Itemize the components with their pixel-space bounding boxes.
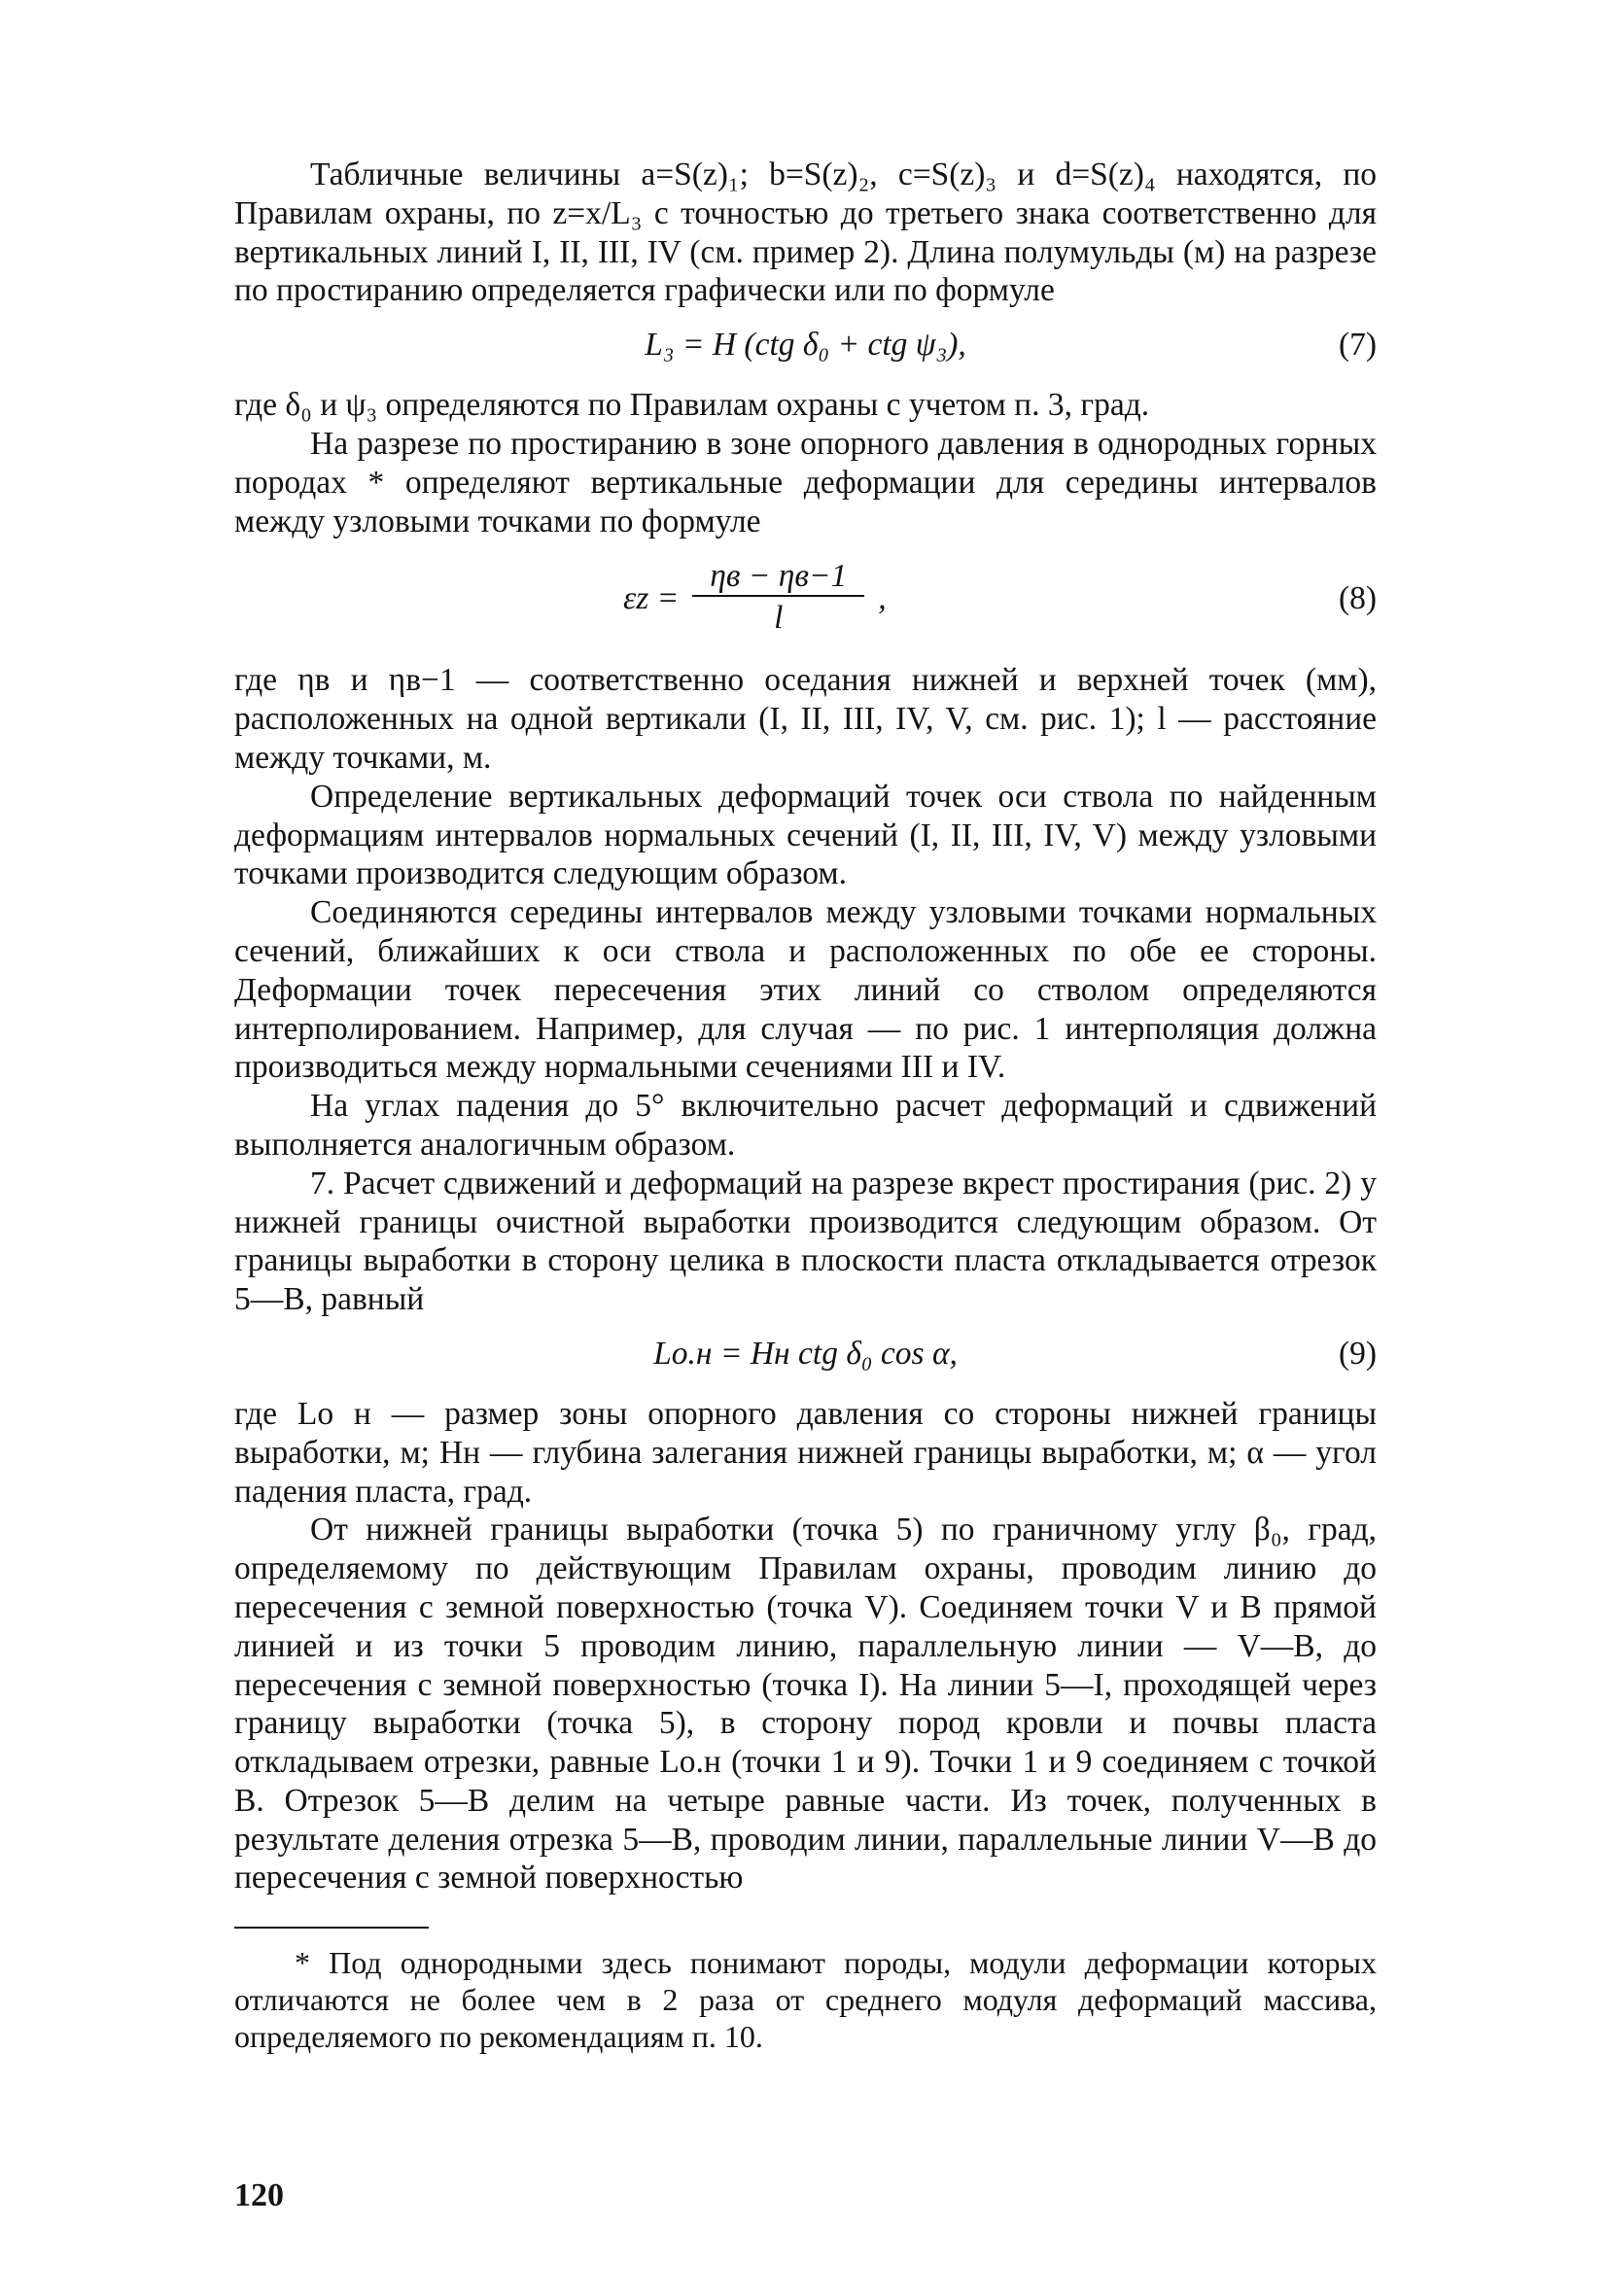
formula-7-number: (7): [1338, 327, 1377, 364]
formula-8: [234, 544, 1377, 653]
formula-9-expression: Lо.н = Hн ctg δ₀ cos α,: [653, 1335, 958, 1372]
page-number: 120: [234, 2177, 284, 2213]
paragraph-dip-angles: На углах падения до 5° включительно расчет деформаций и сдвижений выполняется аналогичным образом.: [234, 1088, 1377, 1163]
formula-9: [234, 1327, 1377, 1383]
formula-7: [234, 318, 1377, 374]
formula-9-number: (9): [1338, 1335, 1377, 1372]
formula-8-number: (8): [1338, 580, 1377, 617]
paragraph-where-L: где Lо н — размер зоны опорного давления со стороны нижней границы выработки, м; Hн — глубина залегания нижней границы выработки, м; α — угол падения пласта, град.: [234, 1395, 1377, 1510]
paragraph-where-delta: где δ₀ и ψ₃ определяются по Правилам охраны с учетом п. 3, град.: [234, 387, 1150, 424]
paragraph-lower-boundary: От нижней границы выработки (точка 5) по граничному углу β₀, град, определяемому по действующим Правилам охраны, проводим линию до пересечения с земной поверхностью (точка V). Соединяем точки V и B прямой линией и из точки 5 проводим линию, параллельную линии — V—B, до пересечения с земной поверхностью (точка I). На линии 5—I, проходящей через границу выработки (точка 5), в сторону пород кровли и почвы пласта откладываем отрезки, равные Lо.н (точки 1 и 9). Точки 1 и 9 соединяем с точкой B. Отрезок 5—B делим на четыре равные части. Из точек, полученных в результате деления отрезка 5—B, проводим линии, параллельные линии V—B до пересечения с земной поверхностью: [234, 1512, 1377, 1896]
formula-7-expression: L₃ = H (ctg δ₀ + ctg ψ₃),: [645, 327, 966, 364]
formula-8-comma: ,: [878, 580, 887, 617]
paragraph-determination: Определение вертикальных деформаций точек оси ствола по найденным деформациям интервалов нормальных сечений (I, II, III, IV, V) между узловыми точками производится следующим образом.: [234, 778, 1377, 892]
formula-8-fraction: [692, 558, 864, 640]
paragraph-interpolation: Соединяются середины интервалов между узловыми точками нормальных сечений, ближайших к оси ствола и расположенных по обе ее стороны. Деформации точек пересечения этих линий со стволом определяются интерполированием. Например, для случая — по рис. 1 интерполяция должна производиться между нормальными сечениями III и IV.: [234, 894, 1377, 1086]
paragraph-tabular-values: Табличные величины a=S(z)₁; b=S(z)₂, c=S(z)₃ и d=S(z)₄ находятся, по Правилам охраны, по z=x/L₃ с точностью до третьего знака соответственно для вертикальных линий I, II, III, IV (см. пример 2). Длина полумульды (м) на разрезе по простиранию определяется графически или по формуле: [234, 157, 1377, 309]
footnote: * Под однородными здесь понимают породы, модули деформации которых отличаются не более чем в 2 раза от среднего модуля деформаций массива, определяемого по рекомендациям п. 10.: [234, 1945, 1377, 2055]
formula-8-denominator: l: [774, 600, 784, 637]
footnote-divider: [234, 1927, 429, 1929]
paragraph-section-7: 7. Расчет сдвижений и деформаций на разрезе вкрест простирания (рис. 2) у нижней границы очистной выработки производится следующим образом. От границы выработки в сторону целика в плоскости пласта откладывается отрезок 5—B, равный: [234, 1165, 1377, 1318]
page-body: [234, 156, 1377, 2055]
formula-8-lhs: εz =: [623, 580, 680, 617]
formula-8-numerator: ηв − ηв−1: [692, 558, 864, 597]
paragraph-vertical-deformations: На разрезе по простиранию в зоне опорного давления в однородных горных породах * определяют вертикальные деформации для середины интервалов между узловыми точками по формуле: [234, 425, 1377, 539]
paragraph-where-eta: где ηв и ηв−1 — соответственно оседания нижней и верхней точек (мм), расположенных на одной вертикали (I, II, III, IV, V, см. рис. 1); l — расстояние между точками, м.: [234, 662, 1377, 776]
